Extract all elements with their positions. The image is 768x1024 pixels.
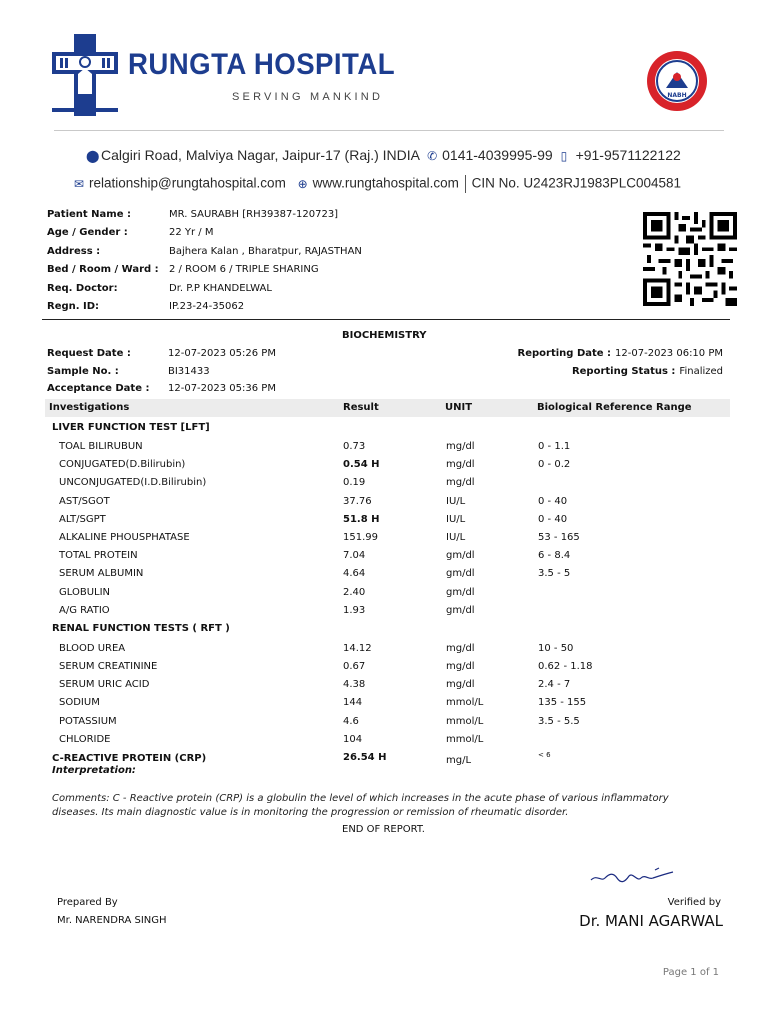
hospital-phone: 0141-4039995-99: [442, 147, 553, 163]
doctor-signature-icon: [585, 860, 685, 890]
test-unit: mg/dl: [446, 661, 475, 673]
test-result: 37.76: [343, 495, 372, 507]
test-unit: mg/dl: [446, 459, 475, 471]
table-section-row: [0, 418, 768, 438]
test-name: UNCONJUGATED(I.D.Bilirubin): [59, 477, 207, 489]
patient-name-value: MR. SAURABH [RH39387-120723]: [169, 208, 339, 220]
qr-code-icon: [642, 212, 738, 306]
test-name: SERUM URIC ACID: [59, 679, 150, 691]
table-section-row: [0, 620, 768, 640]
report-info: [518, 345, 723, 380]
regn-id-label: Regn. ID:: [47, 301, 100, 313]
hospital-cin: CIN No. U2423RJ1983PLC004581: [471, 175, 682, 191]
page-number: Page 1 of 1: [662, 967, 719, 978]
table-row: [0, 456, 768, 474]
reference-range: 0.62 - 1.18: [538, 661, 593, 673]
table-row: [0, 658, 768, 676]
req-doctor-label: Req. Doctor:: [47, 282, 118, 294]
test-unit: mmol/L: [446, 733, 484, 745]
bed-room-ward-value: 2 / ROOM 6 / TRIPLE SHARING: [169, 264, 319, 276]
request-info-row: [47, 380, 276, 398]
patient-info-row: [47, 279, 362, 298]
bed-room-ward-label: Bed / Room / Ward :: [47, 264, 159, 276]
test-result: 1.93: [343, 604, 366, 616]
col-reference-range: Biological Reference Range: [537, 402, 692, 413]
age-gender-value: 22 Yr / M: [169, 227, 214, 239]
sample-no-label: Sample No. :: [47, 365, 119, 377]
report-info-row: [518, 345, 723, 363]
email-icon: ✉: [74, 176, 85, 191]
age-gender-label: Age / Gender :: [47, 227, 128, 239]
prepared-by-name: Mr. NARENDRA SINGH: [57, 915, 167, 926]
test-name: SERUM ALBUMIN: [59, 568, 144, 580]
test-result: 0.67: [343, 661, 366, 673]
section-title: RENAL FUNCTION TESTS ( RFT ): [52, 623, 230, 635]
test-name: ALT/SGPT: [59, 513, 106, 525]
table-row: [0, 529, 768, 547]
mobile-icon: ▯: [560, 149, 568, 163]
contact-separator: [465, 175, 466, 193]
reference-range: 0 - 40: [538, 513, 568, 525]
globe-icon: ⊕: [297, 176, 308, 191]
test-result: 7.04: [343, 550, 366, 562]
department-title: BIOCHEMISTRY: [342, 330, 427, 341]
test-name: AST/SGOT: [59, 495, 110, 507]
request-date-value: 12-07-2023 05:26 PM: [168, 348, 276, 360]
test-name: TOTAL PROTEIN: [59, 550, 138, 562]
test-result: 4.38: [343, 679, 366, 691]
reference-range: 0 - 40: [538, 495, 568, 507]
reference-range: 6 - 8.4: [538, 550, 571, 562]
request-info-row: [47, 363, 276, 381]
test-name: SODIUM: [59, 697, 100, 709]
reference-range: 3.5 - 5.5: [538, 715, 580, 727]
test-unit: gm/dl: [446, 586, 475, 598]
patient-name-label: Patient Name :: [47, 208, 131, 220]
prepared-by-label: Prepared By: [57, 897, 118, 908]
address-value: Bajhera Kalan , Bharatpur, RAJASTHAN: [169, 245, 362, 257]
patient-info-row: [47, 242, 362, 261]
request-info: [47, 345, 276, 398]
test-result: 4.6: [343, 715, 359, 727]
test-result: 0.19: [343, 477, 366, 489]
test-result: 51.8 H: [343, 513, 380, 525]
reporting-status-value: Finalized: [679, 365, 723, 377]
table-row: [0, 694, 768, 712]
col-investigations: Investigations: [49, 402, 130, 413]
regn-id-value: IP.23-24-35062: [169, 301, 245, 313]
test-name: POTASSIUM: [59, 715, 117, 727]
hospital-logo-icon: [52, 34, 118, 116]
hospital-name: RUNGTA HOSPITAL: [128, 48, 396, 81]
acceptance-date-value: 12-07-2023 05:36 PM: [168, 383, 276, 395]
contact-address-row: [86, 147, 681, 163]
phone-icon: ✆: [427, 149, 438, 163]
location-pin-icon: ⬤: [86, 149, 100, 163]
col-result: Result: [343, 402, 379, 413]
patient-info-row: [47, 298, 362, 317]
patient-info: [47, 205, 362, 316]
test-result: 0.73: [343, 441, 366, 452]
interpretation-label: Interpretation:: [52, 765, 136, 776]
test-unit: gm/dl: [446, 568, 475, 580]
table-row: [0, 584, 768, 602]
section-title: LIVER FUNCTION TEST [LFT]: [52, 421, 210, 433]
results-table-body: [0, 418, 768, 769]
test-name: CONJUGATED(D.Bilirubin): [59, 459, 186, 471]
patient-info-row: [47, 261, 362, 280]
test-name: ALKALINE PHOUSPHATASE: [59, 531, 190, 543]
test-unit: gm/dl: [446, 550, 475, 562]
test-result: 151.99: [343, 531, 378, 543]
test-unit: gm/dl: [446, 604, 475, 616]
acceptance-date-label: Acceptance Date :: [47, 383, 150, 395]
reference-range: 0 - 0.2: [538, 459, 571, 471]
reference-range: 10 - 50: [538, 642, 574, 654]
test-unit: mg/dl: [446, 477, 475, 489]
patient-info-row: [47, 205, 362, 224]
test-unit: mmol/L: [446, 715, 484, 727]
test-name: A/G RATIO: [59, 604, 110, 616]
table-row: [0, 511, 768, 529]
end-of-report: END OF REPORT.: [342, 824, 425, 835]
table-row: [0, 493, 768, 511]
reference-range: 3.5 - 5: [538, 568, 571, 580]
nabh-badge-icon: [646, 50, 708, 112]
test-name: C-REACTIVE PROTEIN (CRP): [52, 752, 207, 764]
header-divider: [54, 130, 724, 131]
test-unit: mg/dl: [446, 642, 475, 654]
test-name: SERUM CREATININE: [59, 661, 158, 673]
table-row: [0, 713, 768, 731]
test-name: GLOBULIN: [59, 586, 111, 598]
section-divider: [42, 319, 730, 320]
hospital-address: Calgiri Road, Malviya Nagar, Jaipur-17 (Raj.) INDIA: [101, 147, 420, 163]
verified-by-name: Dr. MANI AGARWAL: [579, 912, 723, 930]
contact-web-row: [74, 175, 681, 193]
table-row: [0, 731, 768, 749]
address-label: Address :: [47, 245, 101, 257]
test-name: CHLORIDE: [59, 733, 111, 745]
hospital-website[interactable]: www.rungtahospital.com: [312, 175, 459, 191]
table-row: [0, 676, 768, 694]
table-row: [0, 565, 768, 583]
reference-range: 135 - 155: [538, 697, 587, 709]
test-unit: mg/L: [446, 755, 472, 766]
test-unit: mg/dl: [446, 679, 475, 691]
nabh-badge-text: NABH: [667, 92, 687, 99]
table-row: [0, 640, 768, 658]
hospital-mobile: +91-9571122122: [575, 147, 681, 163]
test-name: BLOOD UREA: [59, 642, 126, 654]
test-result: 4.64: [343, 568, 366, 580]
reporting-date-value: 12-07-2023 06:10 PM: [615, 348, 723, 360]
test-unit: mg/dl: [446, 441, 475, 452]
col-unit: UNIT: [445, 402, 473, 413]
table-row: [0, 438, 768, 456]
hospital-tagline: SERVING MANKIND: [232, 91, 384, 103]
reference-range: 2.4 - 7: [538, 679, 571, 691]
letterhead: [0, 30, 768, 202]
request-date-label: Request Date :: [47, 348, 131, 360]
verified-by-label: Verified by: [667, 897, 721, 908]
reference-range: 0 - 1.1: [538, 441, 571, 452]
reporting-date-label: Reporting Date :: [517, 348, 612, 360]
table-row: [0, 474, 768, 492]
req-doctor-value: Dr. P.P KHANDELWAL: [169, 282, 272, 294]
hospital-email[interactable]: relationship@rungtahospital.com: [89, 175, 286, 191]
test-result: 104: [343, 733, 363, 745]
test-unit: IU/L: [446, 531, 466, 543]
results-table-header: [45, 399, 730, 417]
test-name: TOAL BILIRUBUN: [59, 441, 143, 452]
test-result: 144: [343, 697, 363, 709]
report-comments: Comments: C - Reactive protein (CRP) is a globulin the level of which increases in the acute phase of various inflammatory diseases. Its main diagnostic value is in monitoring the progression or remission of rheumatic disorder.: [52, 793, 669, 818]
table-row: [0, 602, 768, 620]
sample-no-value: BI31433: [168, 365, 210, 377]
test-result: 2.40: [343, 586, 366, 598]
report-info-row: [518, 363, 723, 381]
test-result: 14.12: [343, 642, 372, 654]
patient-info-row: [47, 224, 362, 243]
test-result: 26.54 H: [343, 752, 387, 763]
reference-range: 53 - 165: [538, 531, 580, 543]
table-row: [0, 547, 768, 565]
test-unit: IU/L: [446, 495, 466, 507]
test-result: 0.54 H: [343, 459, 380, 471]
reporting-status-label: Reporting Status :: [571, 365, 676, 377]
request-info-row: [47, 345, 276, 363]
reference-range: < 6: [538, 751, 551, 759]
test-unit: IU/L: [446, 513, 466, 525]
test-unit: mmol/L: [446, 697, 484, 709]
